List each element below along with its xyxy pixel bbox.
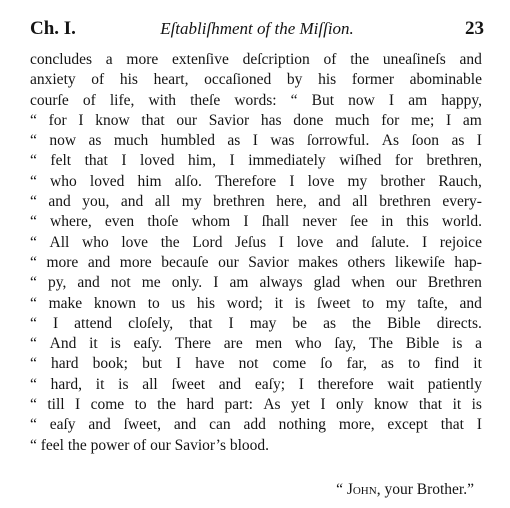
signature-line: “ John, your Brother.”: [336, 481, 474, 498]
text-line: “ where, even thoſe whom I ſhall never ſee in this world.: [30, 213, 482, 231]
text-line: “ who loved him alſo. Therefore I love my brother Rauch,: [30, 172, 482, 190]
text-line: “ and you, and all my brethren here, and all brethren every-: [30, 193, 482, 211]
text-line: “ till I come to the hard part: As yet I only know that it is: [30, 396, 482, 414]
text-line: “ And it is eaſy. There are men who ſay, The Bible is a: [30, 335, 482, 353]
text-line: “ felt that I loved him, I immediately wiſhed for brethren,: [30, 152, 482, 170]
text-line: “ feel the power of our Savior’s blood.: [30, 436, 270, 454]
text-line: concludes a more extenſive deſcription of the uneaſineſs and: [30, 51, 482, 68]
text-line: “ I attend cloſely, that I may be as the Bible directs.: [30, 314, 482, 332]
running-header: [30, 18, 484, 46]
page-number: 23: [465, 18, 484, 39]
text-line: “ All who love the Lord Jeſus I love and ſalute. I rejoice: [30, 233, 482, 251]
text-line: “ hard, it is all ſweet and eaſy; I therefore wait patiently: [30, 375, 482, 393]
text-line: courſe of life, with theſe words: “ But now I am happy,: [30, 91, 482, 109]
chapter-label: Ch. I.: [30, 18, 76, 39]
text-line: “ py, and not me only. I am always glad when our Brethren: [30, 274, 482, 292]
body-paragraph: [30, 50, 482, 456]
text-line: “ for I know that our Savior has done much for me; I am: [30, 111, 482, 129]
text-line: “ more and more becauſe our Savior makes others likewiſe hap-: [30, 253, 482, 271]
text-line: “ make known to us his word; it is ſweet to my taſte, and: [30, 294, 482, 312]
text-line: anxiety of his heart, occaſioned by his former abominable: [30, 71, 482, 89]
text-line: “ eaſy and ſweet, and can add nothing more, except that I: [30, 416, 482, 434]
text-line: “ now as much humbled as I was ſorrowful. As ſoon as I: [30, 132, 482, 150]
running-title: Eſtabliſhment of the Miſſion.: [160, 19, 354, 38]
text-line: “ hard book; but I have not come ſo far, as to find it: [30, 355, 482, 373]
